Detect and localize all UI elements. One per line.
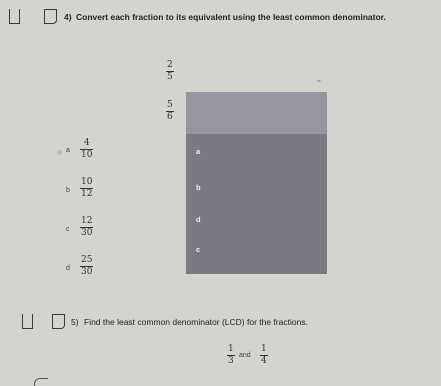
q5-checkbox-right[interactable] <box>52 314 65 329</box>
q4-given-fraction-2: $\frac{5}{6}$ <box>167 100 173 122</box>
option-a-fraction[interactable]: $\frac{4}{10}$ <box>81 138 93 160</box>
q5-fraction-1: $\frac{1}{3}$ <box>228 344 234 366</box>
q4-given-fraction-1: $\frac{2}{5}$ <box>167 60 173 82</box>
match-label-d[interactable]: d <box>196 215 201 224</box>
match-label-b[interactable]: b <box>196 183 201 192</box>
option-d-fraction[interactable]: $\frac{25}{30}$ <box>81 255 93 277</box>
match-label-a[interactable]: a <box>196 147 201 156</box>
option-a-letter: a <box>66 147 70 154</box>
option-b-letter: b <box>66 187 70 194</box>
option-c-letter: c <box>66 226 70 233</box>
q4-checkbox-left[interactable] <box>9 9 20 24</box>
option-d-letter: d <box>66 265 70 272</box>
q4-prompt: Convert each fraction to its equivalent using the least common denominator. <box>76 12 386 22</box>
option-a-radio[interactable] <box>57 150 62 155</box>
q5-and-text: and <box>239 352 251 359</box>
next-question-checkbox-partial[interactable] <box>34 378 48 386</box>
option-c-fraction[interactable]: $\frac{12}{30}$ <box>81 216 93 238</box>
q4-number: 4) <box>64 12 72 22</box>
option-b-fraction[interactable]: $\frac{10}{12}$ <box>81 177 93 199</box>
q5-checkbox-left[interactable] <box>22 314 33 329</box>
match-label-c[interactable]: c <box>196 245 201 254</box>
q5-prompt: Find the least common denominator (LCD) for the fractions. <box>84 317 308 327</box>
q5-number: 5) <box>71 317 79 327</box>
chevron-down-icon[interactable]: ⌄ <box>315 74 323 84</box>
match-panel[interactable] <box>186 92 327 274</box>
q4-checkbox-right[interactable] <box>44 9 57 24</box>
match-panel-header <box>186 92 327 134</box>
q5-fraction-2: $\frac{1}{4}$ <box>261 344 267 366</box>
